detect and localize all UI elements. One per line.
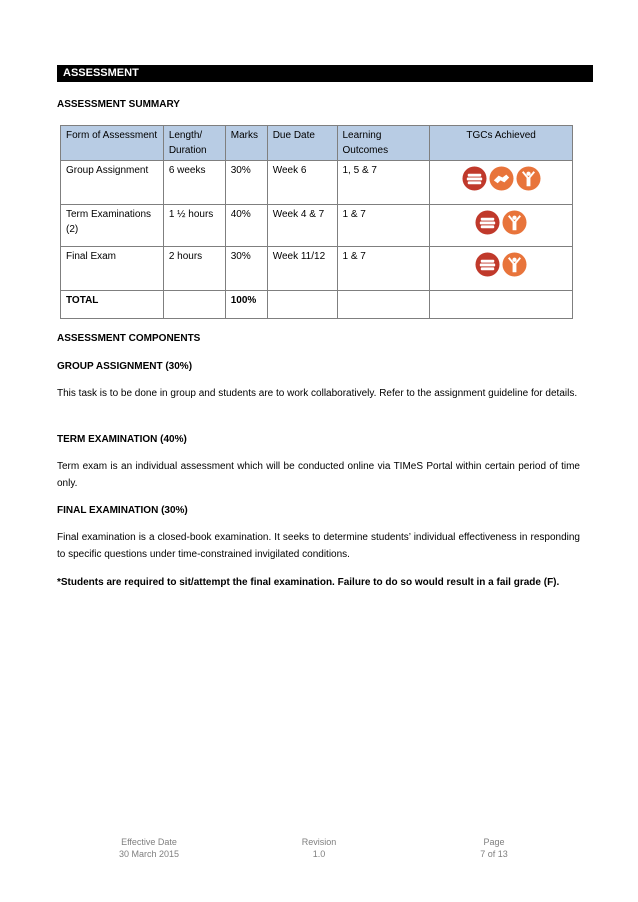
components-heading: ASSESSMENT COMPONENTS	[57, 333, 201, 344]
cell-tgcs	[430, 247, 573, 291]
group-assignment-heading: GROUP ASSIGNMENT (30%)	[57, 361, 193, 372]
cell-length: 2 hours	[163, 247, 225, 291]
cell-due: Week 4 & 7	[267, 205, 337, 247]
total-label: TOTAL	[61, 291, 164, 319]
revision-value: 1.0	[312, 849, 326, 859]
cell-due: Week 6	[267, 161, 337, 205]
header-length: Length/ Duration	[163, 126, 225, 161]
person-raised-arms-icon	[502, 252, 527, 277]
header-marks: Marks	[225, 126, 267, 161]
table-total-row	[61, 291, 573, 319]
section-title-bar: ASSESSMENT	[57, 65, 593, 82]
table-row	[61, 161, 573, 205]
cell-empty	[337, 291, 430, 319]
cell-form: Group Assignment	[61, 161, 164, 205]
footer-revision	[259, 836, 379, 860]
assessment-summary-table	[60, 125, 573, 319]
page-label: Page	[483, 837, 505, 847]
cell-due: Week 11/12	[267, 247, 337, 291]
header-due-date: Due Date	[267, 126, 337, 161]
total-marks: 100%	[225, 291, 267, 319]
person-raised-arms-icon	[516, 166, 541, 191]
table-row	[61, 205, 573, 247]
table-row	[61, 247, 573, 291]
header-form: Form of Assessment	[61, 126, 164, 161]
person-raised-arms-icon	[502, 210, 527, 235]
cell-length: 6 weeks	[163, 161, 225, 205]
group-assignment-text: This task is to be done in group and students are to work collaboratively. Refer to the assignment guideline for details.	[57, 388, 578, 399]
footer-effective-date	[89, 836, 209, 860]
footer-page	[434, 836, 554, 860]
effective-date-label: Effective Date	[121, 837, 177, 847]
page-value: 7 of 13	[480, 849, 508, 859]
cell-outcomes: 1 & 7	[337, 205, 430, 247]
header-outcomes: Learning Outcomes	[337, 126, 430, 161]
cell-marks: 40%	[225, 205, 267, 247]
cell-form: Final Exam	[61, 247, 164, 291]
handshake-icon	[489, 166, 514, 191]
final-exam-heading: FINAL EXAMINATION (30%)	[57, 505, 188, 516]
cell-empty	[163, 291, 225, 319]
final-exam-notice: *Students are required to sit/attempt the final examination. Failure to do so would result in a fail grade (F).	[57, 577, 560, 588]
cell-tgcs	[430, 205, 573, 247]
effective-date-value: 30 March 2015	[118, 849, 180, 859]
cell-outcomes: 1 & 7	[337, 247, 430, 291]
term-exam-text: Term exam is an individual assessment which will be conducted online via TIMeS Portal within certain period of time only.	[57, 461, 580, 489]
cell-marks: 30%	[225, 247, 267, 291]
table-header-row	[61, 126, 573, 161]
summary-heading: ASSESSMENT SUMMARY	[57, 99, 180, 110]
cell-length: 1 ½ hours	[163, 205, 225, 247]
book-stack-icon	[462, 166, 487, 191]
book-stack-icon	[475, 252, 500, 277]
term-exam-heading: TERM EXAMINATION (40%)	[57, 434, 187, 445]
book-stack-icon	[475, 210, 500, 235]
cell-marks: 30%	[225, 161, 267, 205]
cell-outcomes: 1, 5 & 7	[337, 161, 430, 205]
final-exam-text: Final examination is a closed-book examination. It seeks to determine students’ individual effectiveness in responding to specific questions under time-constrained invigilated conditions.	[57, 532, 580, 560]
cell-form: Term Examinations (2)	[61, 205, 164, 247]
header-tgcs: TGCs Achieved	[430, 126, 573, 161]
cell-empty	[430, 291, 573, 319]
revision-label: Revision	[301, 837, 337, 847]
cell-tgcs	[430, 161, 573, 205]
cell-empty	[267, 291, 337, 319]
